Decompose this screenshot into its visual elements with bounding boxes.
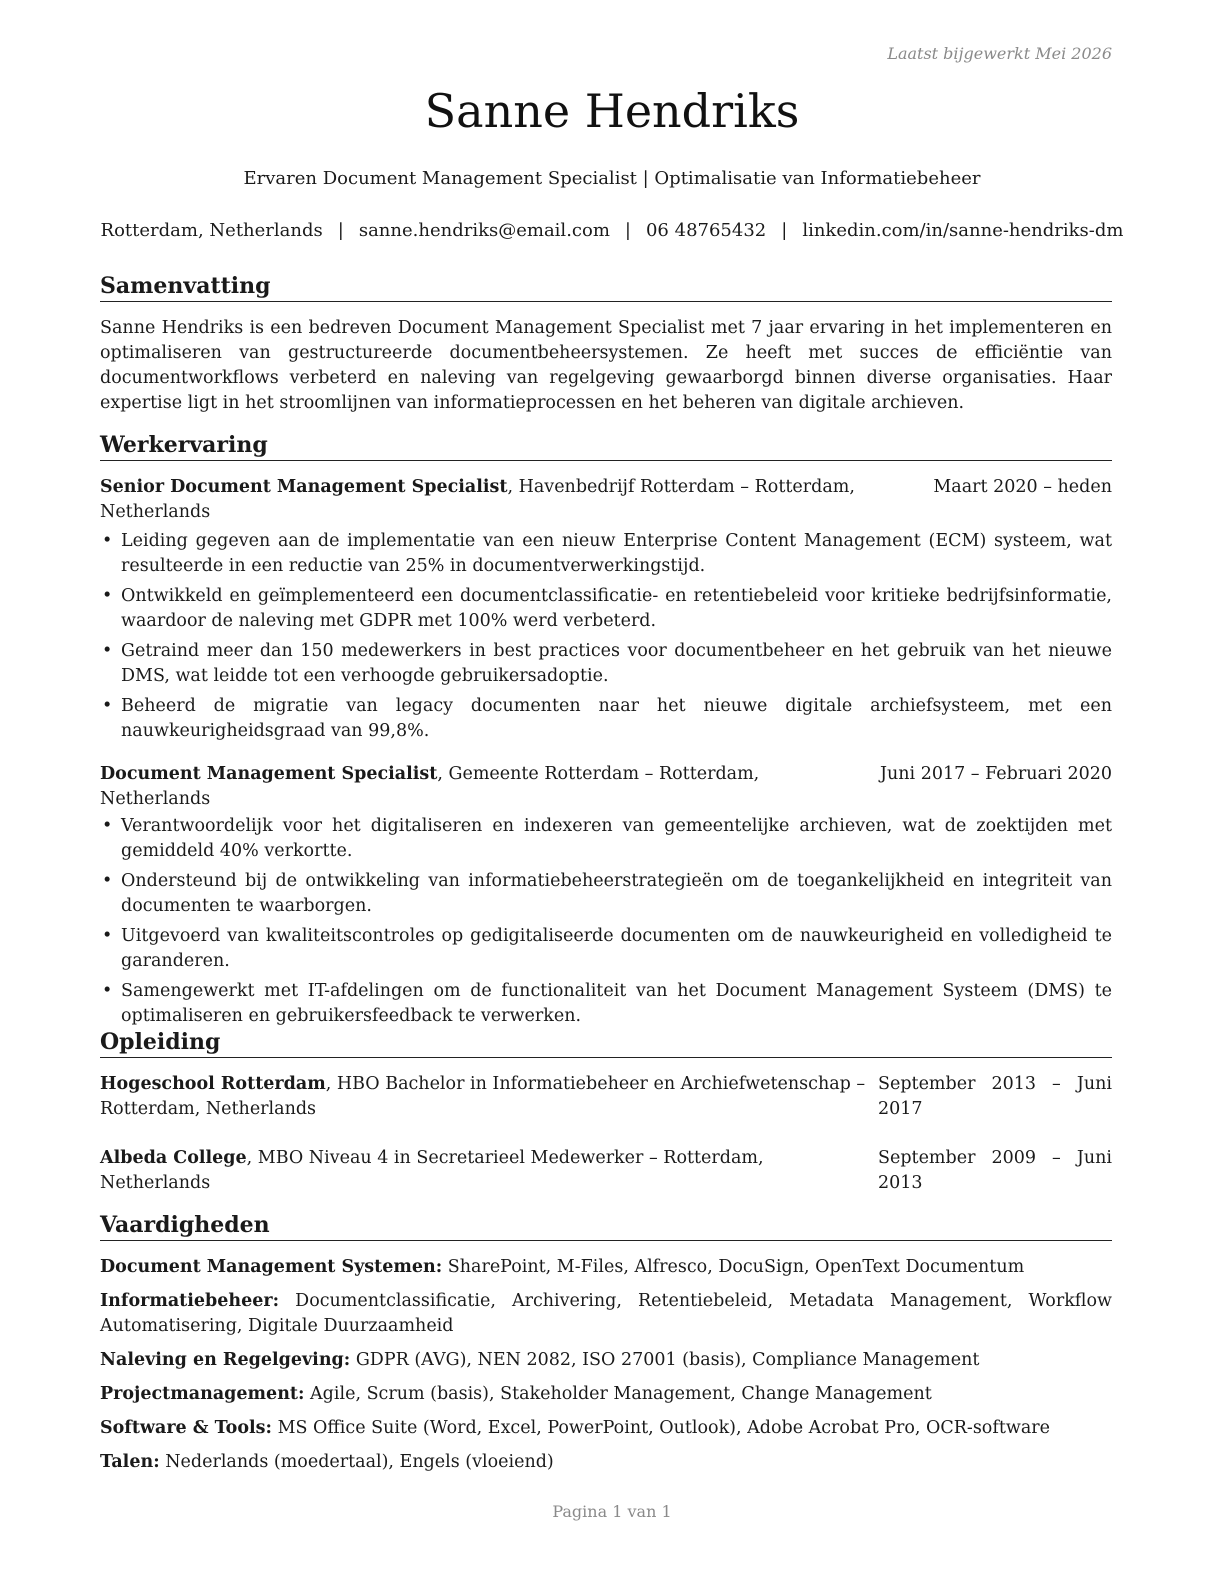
contact-separator: | bbox=[781, 220, 788, 241]
section-title-skills: Vaardigheden bbox=[100, 1211, 1112, 1241]
contact-email-link[interactable]: sanne.hendriks@email.com bbox=[358, 220, 610, 241]
contact-linkedin-link[interactable]: linkedin.com/in/sanne-hendriks-dm bbox=[802, 220, 1124, 241]
job-bullet: • Beheerd de migratie van legacy documenten naar het nieuwe digitale archiefsysteem, met een nauwkeurigheidsgraad van 99,8%. bbox=[100, 694, 1112, 744]
section-title-experience: Werkervaring bbox=[100, 431, 1112, 461]
summary-text: Sanne Hendriks is een bedreven Document Management Specialist met 7 jaar ervaring in het implementeren en optimaliseren van gestructureerde documentbeheersystemen. Ze heeft met succes de efficiëntie van documentworkflows verbeterd en naleving van regelgeving gewaarborgd binnen diverse organisaties. Haar expertise ligt in het stroomlijnen van informatieprocessen en het beheren van digitale archieven. bbox=[100, 318, 1112, 413]
skill-label: Informatiebeheer: bbox=[100, 1291, 280, 1311]
skill-value: MS Office Suite (Word, Excel, PowerPoint, Outlook), Adobe Acrobat Pro, OCR-software bbox=[277, 1418, 1050, 1438]
job-bullet: • Ontwikkeld en geïmplementeerd een documentclassificatie- en retentiebeleid voor kritieke bedrijfsinformatie, waardoor de naleving met GDPR met 100% werd verbeterd. bbox=[100, 584, 1112, 634]
job-bullet: • Samengewerkt met IT-afdelingen om de functionaliteit van het Document Management Systeem (DMS) te optimaliseren en gebruikersfeedback te verwerken. bbox=[100, 979, 1112, 1029]
section-title-summary: Samenvatting bbox=[100, 272, 1112, 302]
skill-label: Naleving en Regelgeving: bbox=[100, 1350, 351, 1370]
education-school: Hogeschool Rotterdam bbox=[100, 1074, 326, 1094]
skill-label: Document Management Systemen: bbox=[100, 1257, 443, 1277]
education-entry bbox=[100, 1146, 1112, 1196]
job-organization: , Gemeente Rotterdam – Rotterdam, Netherlands bbox=[100, 764, 760, 809]
job-bullet: • Uitgevoerd van kwaliteitscontroles op gedigitaliseerde documenten om de nauwkeurigheid en volledigheid te garanderen. bbox=[100, 924, 1112, 974]
contact-line bbox=[0, 220, 1224, 241]
education-entry bbox=[100, 1072, 1112, 1122]
job-header bbox=[100, 475, 1112, 525]
tagline: Ervaren Document Management Specialist | Optimalisatie van Informatiebeheer bbox=[243, 168, 981, 189]
skill-row bbox=[100, 1416, 1112, 1441]
job-entry bbox=[100, 762, 1112, 1029]
job-bullet: • Getraind meer dan 150 medewerkers in best practices voor documentbeheer en het gebruik van het nieuwe DMS, wat leidde tot een verhoogde gebruikersadoptie. bbox=[100, 639, 1112, 689]
education-dates: September 2009 – Juni 2013 bbox=[878, 1148, 1112, 1193]
job-role: Document Management Specialist bbox=[100, 764, 438, 784]
skill-label: Projectmanagement: bbox=[100, 1384, 305, 1404]
job-header bbox=[100, 762, 1112, 812]
job-organization: , Havenbedrijf Rotterdam – Rotterdam, Netherlands bbox=[100, 477, 855, 522]
page-number: Pagina 1 van 1 bbox=[552, 1502, 672, 1521]
job-bullet: • Leiding gegeven aan de implementatie van een nieuw Enterprise Content Management (ECM) systeem, wat resulteerde in een reductie van 25% in documentverwerkingstijd. bbox=[100, 529, 1112, 579]
job-role: Senior Document Management Specialist bbox=[100, 477, 508, 497]
skill-label: Talen: bbox=[100, 1452, 160, 1472]
education-dates: September 2013 – Juni 2017 bbox=[878, 1074, 1112, 1119]
skill-value: Documentclassificatie, Archivering, Retentiebeleid, Metadata Management, Workflow Automatisering, Digitale Duurzaamheid bbox=[100, 1291, 1112, 1336]
skill-value: Nederlands (moedertaal), Engels (vloeiend) bbox=[165, 1452, 554, 1472]
job-bullets bbox=[100, 814, 1112, 1029]
job-bullets bbox=[100, 529, 1112, 744]
skill-value: Agile, Scrum (basis), Stakeholder Management, Change Management bbox=[310, 1384, 932, 1404]
experience-section bbox=[100, 431, 1112, 1034]
contact-phone: 06 48765432 bbox=[645, 220, 767, 241]
last-updated-note: Laatst bijgewerkt Mei 2026 bbox=[887, 44, 1112, 63]
skills-section bbox=[100, 1211, 1112, 1484]
job-bullet: • Ondersteund bij de ontwikkeling van informatiebeheerstrategieën om de toegankelijkheid en integriteit van documenten te waarborgen. bbox=[100, 869, 1112, 919]
skill-row bbox=[100, 1348, 1112, 1373]
job-bullet: • Verantwoordelijk voor het digitaliseren en indexeren van gemeentelijke archieven, wat de zoektijden met gemiddeld 40% verkortte. bbox=[100, 814, 1112, 864]
contact-location: Rotterdam, Netherlands bbox=[100, 220, 323, 241]
education-section bbox=[100, 1028, 1112, 1196]
education-detail: , MBO Niveau 4 in Secretarieel Medewerker – Rotterdam, Netherlands bbox=[100, 1148, 764, 1193]
job-entry bbox=[100, 475, 1112, 744]
skill-row bbox=[100, 1289, 1112, 1339]
skill-label: Software & Tools: bbox=[100, 1418, 272, 1438]
education-school: Albeda College bbox=[100, 1148, 247, 1168]
skill-row bbox=[100, 1382, 1112, 1407]
section-title-education: Opleiding bbox=[100, 1028, 1112, 1058]
skill-value: GDPR (AVG), NEN 2082, ISO 27001 (basis), Compliance Management bbox=[355, 1350, 980, 1370]
contact-separator: | bbox=[337, 220, 344, 241]
candidate-name: Sanne Hendriks bbox=[424, 84, 800, 138]
contact-separator: | bbox=[624, 220, 631, 241]
skill-row bbox=[100, 1450, 1112, 1475]
summary-section bbox=[100, 272, 1112, 416]
job-dates: Maart 2020 – heden bbox=[933, 477, 1112, 497]
skill-row bbox=[100, 1255, 1112, 1280]
skill-value: SharePoint, M-Files, Alfresco, DocuSign, OpenText Documentum bbox=[447, 1257, 1025, 1277]
education-detail: , HBO Bachelor in Informatiebeheer en Archiefwetenschap – Rotterdam, Netherlands bbox=[100, 1074, 866, 1119]
job-dates: Juni 2017 – Februari 2020 bbox=[879, 764, 1112, 784]
